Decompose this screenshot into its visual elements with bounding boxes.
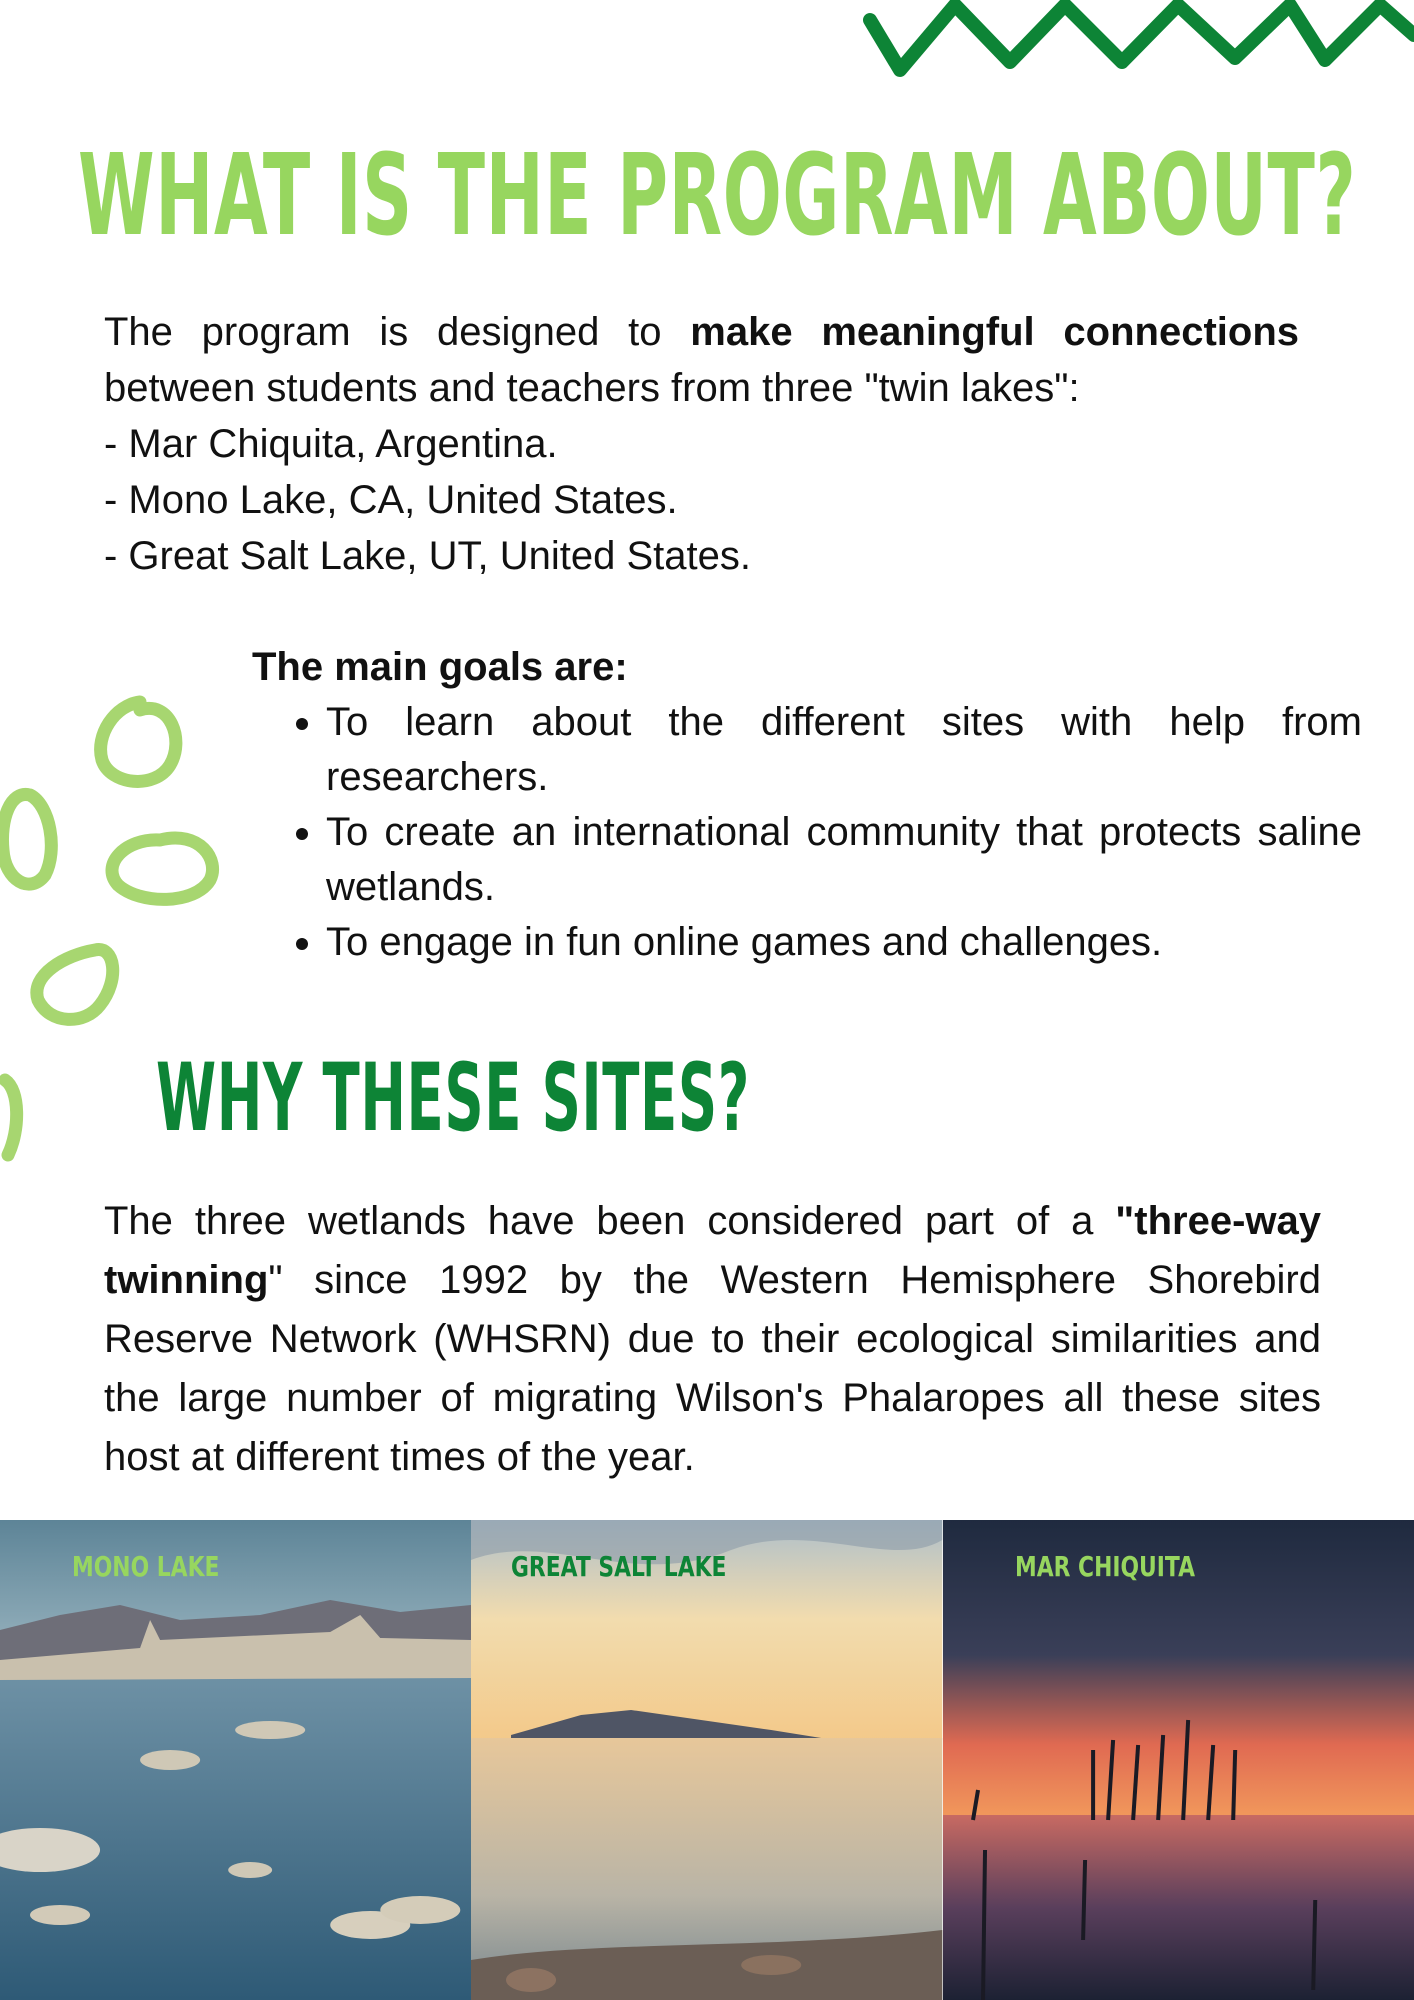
goal-item: • To engage in fun online games and challenges.	[326, 915, 1362, 970]
lake-list-item: - Great Salt Lake, UT, United States.	[104, 534, 751, 578]
mar-chiquita-image	[943, 1520, 1414, 2000]
great-salt-lake-image	[471, 1520, 942, 2000]
program-description: The program is designed to make meaningful connections between students and teachers from three "twin lakes": - Mar Chiquita, Argentina. - Mono Lake, CA, United States. - Great Salt Lake, UT, United States.	[104, 304, 1299, 584]
photo-label: MONO LAKE	[72, 1550, 220, 1583]
lake-list-item: - Mar Chiquita, Argentina.	[104, 422, 558, 466]
photo-mar-chiquita	[943, 1520, 1414, 2000]
lake-list-item: - Mono Lake, CA, United States.	[104, 478, 678, 522]
photo-label: MAR CHIQUITA	[1014, 1550, 1195, 1583]
goal-item: • To create an international community that protects saline wetlands.	[326, 805, 1362, 915]
photo-mono-lake	[0, 1520, 471, 2000]
program-title: WHAT IS THE PROGRAM ABOUT?	[78, 131, 1357, 261]
zigzag-decoration	[860, 0, 1414, 90]
sites-title: WHY THESE SITES?	[156, 1044, 750, 1153]
sites-description: The three wetlands have been considered part of a "three-way twinning" since 1992 by the Western Hemisphere Shorebird Reserve Network (WHSRN) due to their ecological similarities and the large number of migrating Wilson's Phalaropes all these sites host at different times of the year.	[104, 1199, 1321, 1479]
highlight-connections: make meaningful connections	[690, 310, 1299, 354]
photo-label: GREAT SALT LAKE	[511, 1550, 727, 1583]
goals-heading: The main goals are:	[252, 645, 628, 689]
mono-lake-image	[0, 1520, 471, 2000]
lake-photo-strip	[0, 1520, 1414, 2000]
goal-item: • To learn about the different sites with help from researchers.	[326, 695, 1362, 805]
goals-list	[252, 695, 1362, 970]
highlight-twinning: "three-way twinning	[104, 1199, 1321, 1302]
photo-great-salt-lake	[471, 1520, 942, 2000]
main-goals	[252, 640, 1362, 970]
